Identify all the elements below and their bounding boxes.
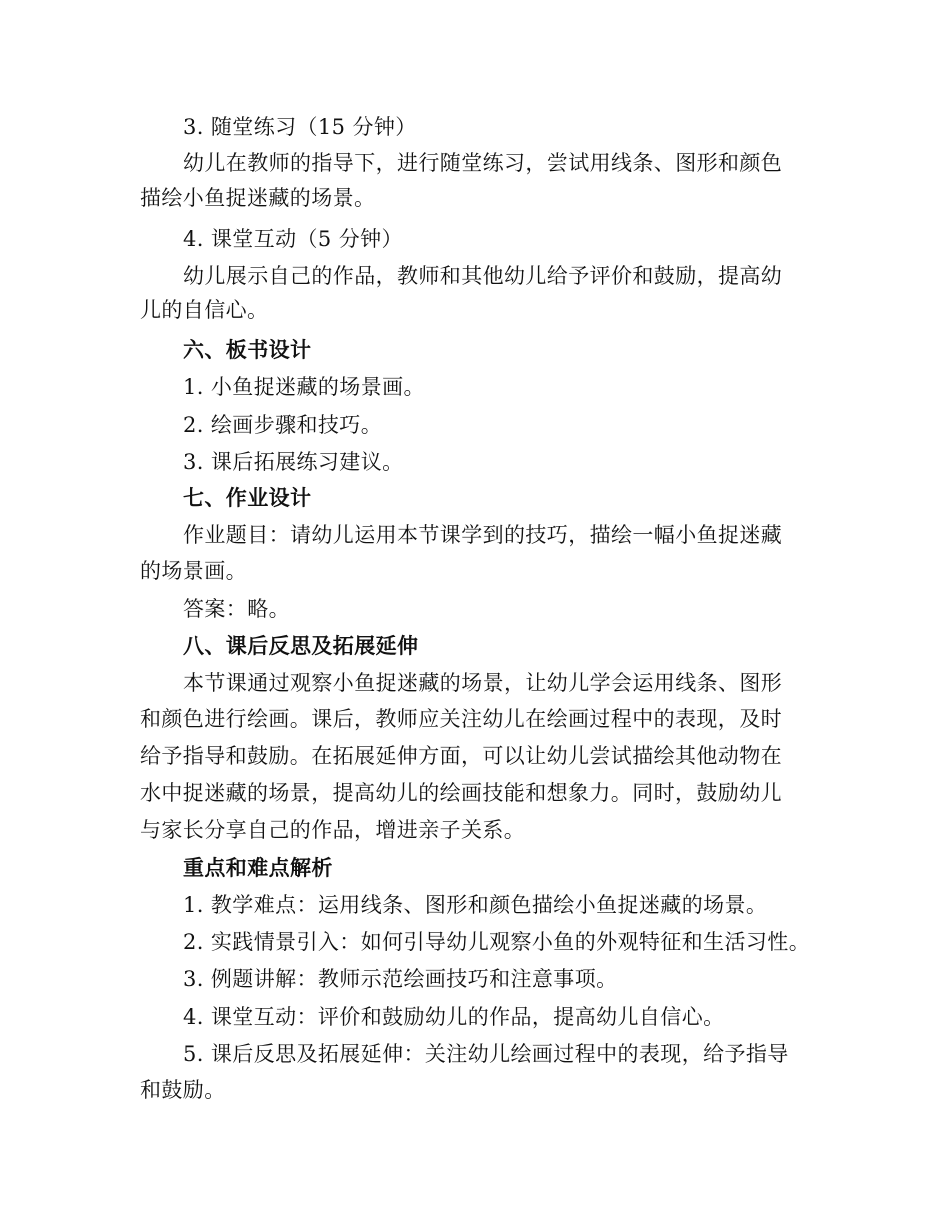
reflection-heading: 八、课后反思及拓展延伸 xyxy=(183,633,419,658)
practice-paragraph-line: 描绘小鱼捉迷藏的场景。 xyxy=(140,186,376,210)
practice-paragraph-line: 幼儿在教师的指导下，进行随堂练习，尝试用线条、图形和颜色 xyxy=(183,151,783,175)
reflection-paragraph-line: 与家长分享自己的作品，增进亲子关系。 xyxy=(140,818,526,842)
interaction-paragraph-line: 儿的自信心。 xyxy=(140,298,269,322)
reflection-paragraph-line: 水中捉迷藏的场景，提高幼儿的绘画技能和想象力。同时，鼓励幼儿 xyxy=(140,781,782,805)
practice-title: 3. 随堂练习（15 分钟） xyxy=(183,115,417,139)
keypoints-item-continuation: 和鼓励。 xyxy=(140,1078,226,1102)
board-design-item: 2. 绘画步骤和技巧。 xyxy=(183,413,383,437)
board-design-heading: 六、板书设计 xyxy=(183,337,312,362)
reflection-paragraph-line: 和颜色进行绘画。课后，教师应关注幼儿在绘画过程中的表现，及时 xyxy=(140,707,782,731)
homework-answer: 答案：略。 xyxy=(183,597,290,621)
interaction-title: 4. 课堂互动（5 分钟） xyxy=(183,227,403,251)
keypoints-item: 2. 实践情景引入：如何引导幼儿观察小鱼的外观特征和生活习性。 xyxy=(183,930,811,954)
keypoints-item: 1. 教学难点：运用线条、图形和颜色描绘小鱼捉迷藏的场景。 xyxy=(183,893,768,917)
keypoints-heading: 重点和难点解析 xyxy=(183,855,333,880)
interaction-paragraph-line: 幼儿展示自己的作品，教师和其他幼儿给予评价和鼓励，提高幼 xyxy=(183,264,783,288)
board-design-item: 3. 课后拓展练习建议。 xyxy=(183,450,404,474)
reflection-paragraph-line: 给予指导和鼓励。在拓展延伸方面，可以让幼儿尝试描绘其他动物在 xyxy=(140,744,782,768)
keypoints-item: 3. 例题讲解：教师示范绘画技巧和注意事项。 xyxy=(183,967,618,991)
board-design-item: 1. 小鱼捉迷藏的场景画。 xyxy=(183,375,425,399)
keypoints-item: 5. 课后反思及拓展延伸：关注幼儿绘画过程中的表现，给予指导 xyxy=(183,1042,789,1066)
homework-paragraph-line: 的场景画。 xyxy=(140,559,247,583)
keypoints-item: 4. 课堂互动：评价和鼓励幼儿的作品，提高幼儿自信心。 xyxy=(183,1005,725,1029)
reflection-paragraph-line: 本节课通过观察小鱼捉迷藏的场景，让幼儿学会运用线条、图形 xyxy=(183,671,783,695)
homework-paragraph-line: 作业题目：请幼儿运用本节课学到的技巧，描绘一幅小鱼捉迷藏 xyxy=(183,523,783,547)
homework-heading: 七、作业设计 xyxy=(183,485,312,510)
